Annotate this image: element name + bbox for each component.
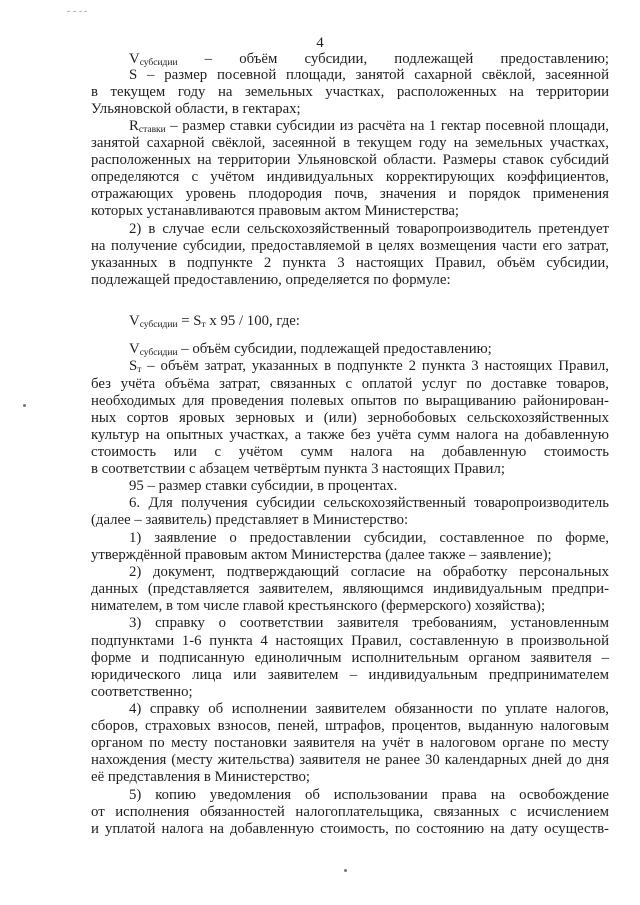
text-line: на получение субсидии, предоставляемой в целях возмещения части его затрат, (91, 238, 609, 254)
subscript: субсидии (139, 320, 178, 330)
subscript: субсидии (139, 58, 178, 68)
text-line: подлежащей предоставлению, определяется по формуле: (91, 272, 451, 288)
text-line: Rставки – размер ставки субсидии из расчёта на 1 гектар посевной площади, (129, 118, 609, 135)
text-line: сборов, страховых взносов, пеней, штрафов, процентов, выданную налоговым (91, 718, 609, 734)
text-line: 4) справку об исполнении заявителем обязанности по уплате налогов, (129, 701, 609, 717)
text-line: 95 – размер ставки субсидии, в процентах. (129, 478, 398, 494)
text-line: 1) заявление о предоставлении субсидии, составленное по форме, (129, 530, 609, 546)
text-line: Vсубсидии – объём субсидии, подлежащей предоставлению; (129, 51, 609, 68)
text-line: определяются с учётом индивидуальных корректирующих коэффициентов, (91, 169, 609, 185)
text-line: Sт – объём затрат, указанных в подпункте 2 пункта 3 настоящих Правил, (129, 358, 609, 375)
text-line: без учёта объёма затрат, связанных с оплатой услуг по доставке товаров, (91, 376, 609, 392)
subscript: т (201, 320, 206, 330)
text-line: её представления в Министерство; (91, 769, 310, 785)
text-line: стоимость или с учётом сумм налога на добавленную стоимость (91, 444, 609, 460)
text-line: S – размер посевной площади, занятой сахарной свёклой, засеянной (129, 67, 609, 83)
text-line: 5) копию уведомления об использовании права на освобождение (129, 787, 609, 803)
text-line: и уплатой налога на добавленную стоимость, по состоянию на дату осуществ- (91, 821, 609, 837)
page-number: 4 (316, 35, 324, 51)
text-line: подпунктами 1-6 пункта 4 настоящих Правил, составленную в произвольной (91, 633, 609, 649)
text-line: от исполнения обязанностей налогоплательщика, связанных с исчислением (91, 804, 609, 820)
text-line: в текущем году на земельных участках, расположенных на территории (91, 84, 609, 100)
text-line: Vсубсидии = Sт x 95 / 100, где: (129, 313, 300, 330)
text-line: расположенных на территории Ульяновской области. Размеры ставок субсидий (91, 152, 609, 168)
text-line: ных сортов яровых зерновых и (или) зернобобовых сельскохозяйственных (91, 410, 609, 426)
text-line: юридического лица или заявителем – индивидуальным предпринимателем (91, 667, 609, 683)
text-line: в соответствии с абзацем четвёртым пункта 3 настоящих Правил; (91, 461, 505, 477)
text-line: Vсубсидии – объём субсидии, подлежащей предоставлению; (129, 341, 492, 358)
text-line: которых устанавливаются правовым актом Министерства; (91, 203, 460, 219)
text-line: 2) документ, подтверждающий согласие на обработку персональных (129, 564, 609, 580)
text-line: 2) в случае если сельскохозяйственный товаропроизводитель претендует (129, 221, 609, 237)
text-line: нимателем, в том числе главой крестьянского (фермерского) хозяйства); (91, 598, 546, 614)
text-line: органом по месту постановки заявителя на учёт в налоговом органе по месту (91, 735, 609, 751)
subscript: ставки (138, 125, 166, 135)
text-line: форме и подписанную единоличным исполнительным органом заявителя – (91, 650, 609, 666)
text-line: Ульяновской области, в гектарах; (91, 101, 301, 117)
subscript: субсидии (139, 348, 178, 358)
text-line: занятой сахарной свёклой, засеянной в текущем году на земельных участках, (91, 135, 609, 151)
text-line: указанных в подпункте 2 пункта 3 настоящих Правил, объём субсидии, (91, 255, 609, 271)
scan-dot (344, 869, 347, 872)
text-line: утверждённой правовым актом Министерства (далее также – заявление); (91, 547, 552, 563)
text-line: соответственно; (91, 684, 193, 700)
scan-dot (23, 404, 26, 407)
text-line: отражающих уровень плодородия почв, значения и порядок применения (91, 186, 609, 202)
text-line: нахождения (месту жительства) заявителя не ранее 30 календарных дней до дня (91, 752, 609, 768)
text-line: данных (представляется заявителем, являющимся индивидуальным предпри- (91, 581, 609, 597)
subscript: т (137, 365, 142, 375)
text-line: 3) справку о соответствии заявителя требованиям, установленным (129, 615, 609, 631)
text-line: (далее – заявитель) представляет в Министерство: (91, 512, 409, 528)
scan-marks (66, 9, 88, 14)
text-line: 6. Для получения субсидии сельскохозяйственный товаропроизводитель (129, 495, 609, 511)
text-line: культур на опытных участках, а также без учёта сумм налога на добавленную (91, 427, 609, 443)
text-line: необходимых для проведения полевых опытов по выращиванию районирован- (91, 393, 609, 409)
